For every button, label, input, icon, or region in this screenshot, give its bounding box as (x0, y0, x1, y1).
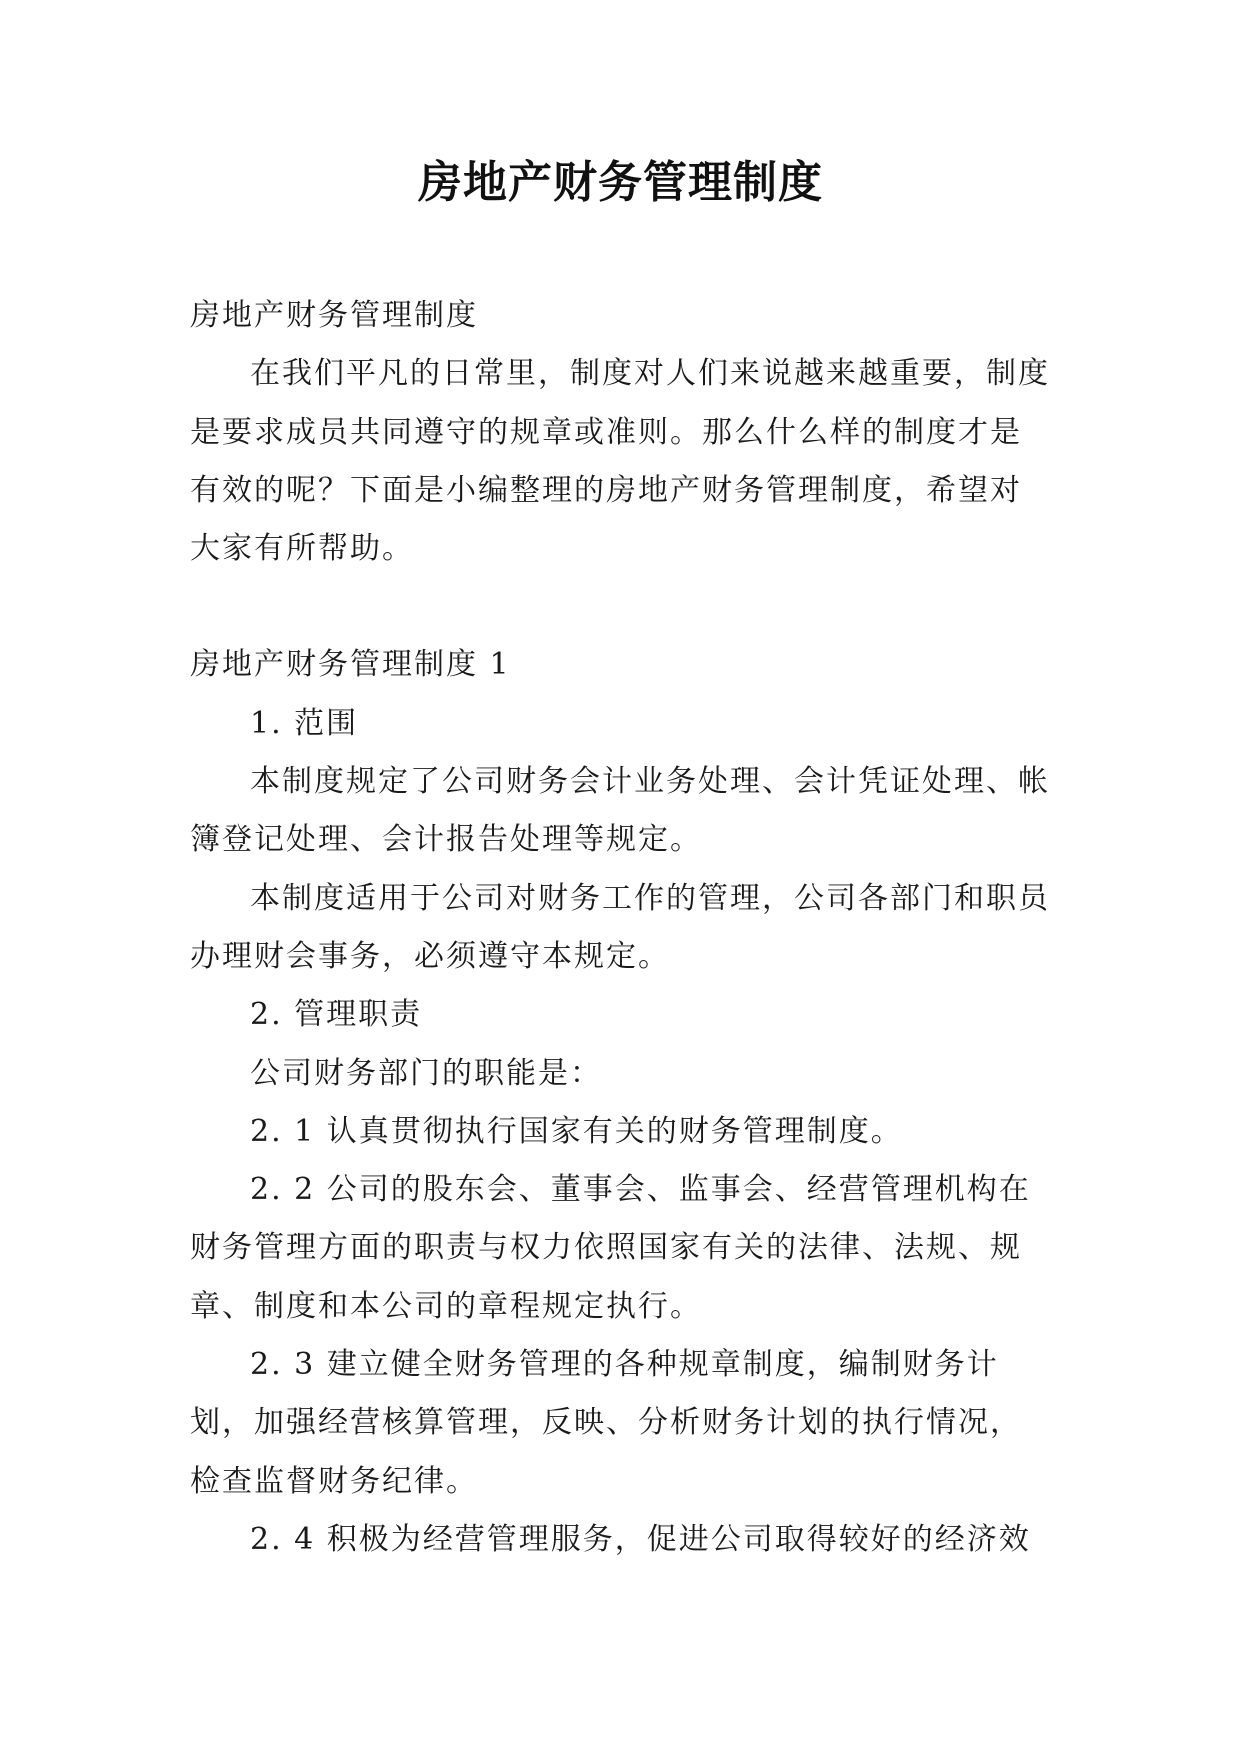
section-item-scope-heading: 1. 范围 (250, 705, 359, 741)
section-item-2-4: 2. 4 积极为经营管理服务，促进公司取得较好的经济效 (250, 1521, 1031, 1557)
section-item-2-2: 2. 2 公司的股东会、董事会、监事会、经营管理机构在财务管理方面的职责与权力依照国家有关的法律、法规、规章、制度和本公司的章程规定执行。 (190, 1172, 1031, 1324)
section-item-2-3: 2. 3 建立健全财务管理的各种规章制度，编制财务计划，加强经营核算管理，反映、分析财务计划的执行情况，检查监督财务纪律。 (190, 1347, 1022, 1499)
section-heading: 房地产财务管理制度 1 (190, 647, 511, 683)
paragraph-gap (190, 578, 1050, 636)
section-item-applicability-paragraph: 本制度适用于公司对财务工作的管理，公司各部门和职员办理财会事务，必须遵守本规定。 (190, 880, 1050, 974)
section-item-duties-heading: 2. 管理职责 (250, 997, 423, 1033)
section-item-2-1: 2. 1 认真贯彻执行国家有关的财务管理制度。 (250, 1113, 903, 1149)
document-body (190, 287, 1050, 1569)
section-item-scope-paragraph: 本制度规定了公司财务会计业务处理、会计凭证处理、帐簿登记处理、会计报告处理等规定。 (190, 764, 1050, 858)
document-subtitle: 房地产财务管理制度 (190, 298, 478, 333)
document-title: 房地产财务管理制度 (418, 157, 823, 208)
section-item-functions-intro: 公司财务部门的职能是： (250, 1055, 602, 1091)
intro-paragraph: 在我们平凡的日常里，制度对人们来说越来越重要，制度是要求成员共同遵守的规章或准则。那么什么样的制度才是有效的呢？下面是小编整理的房地产财务管理制度，希望对大家有所帮助。 (190, 356, 1050, 567)
